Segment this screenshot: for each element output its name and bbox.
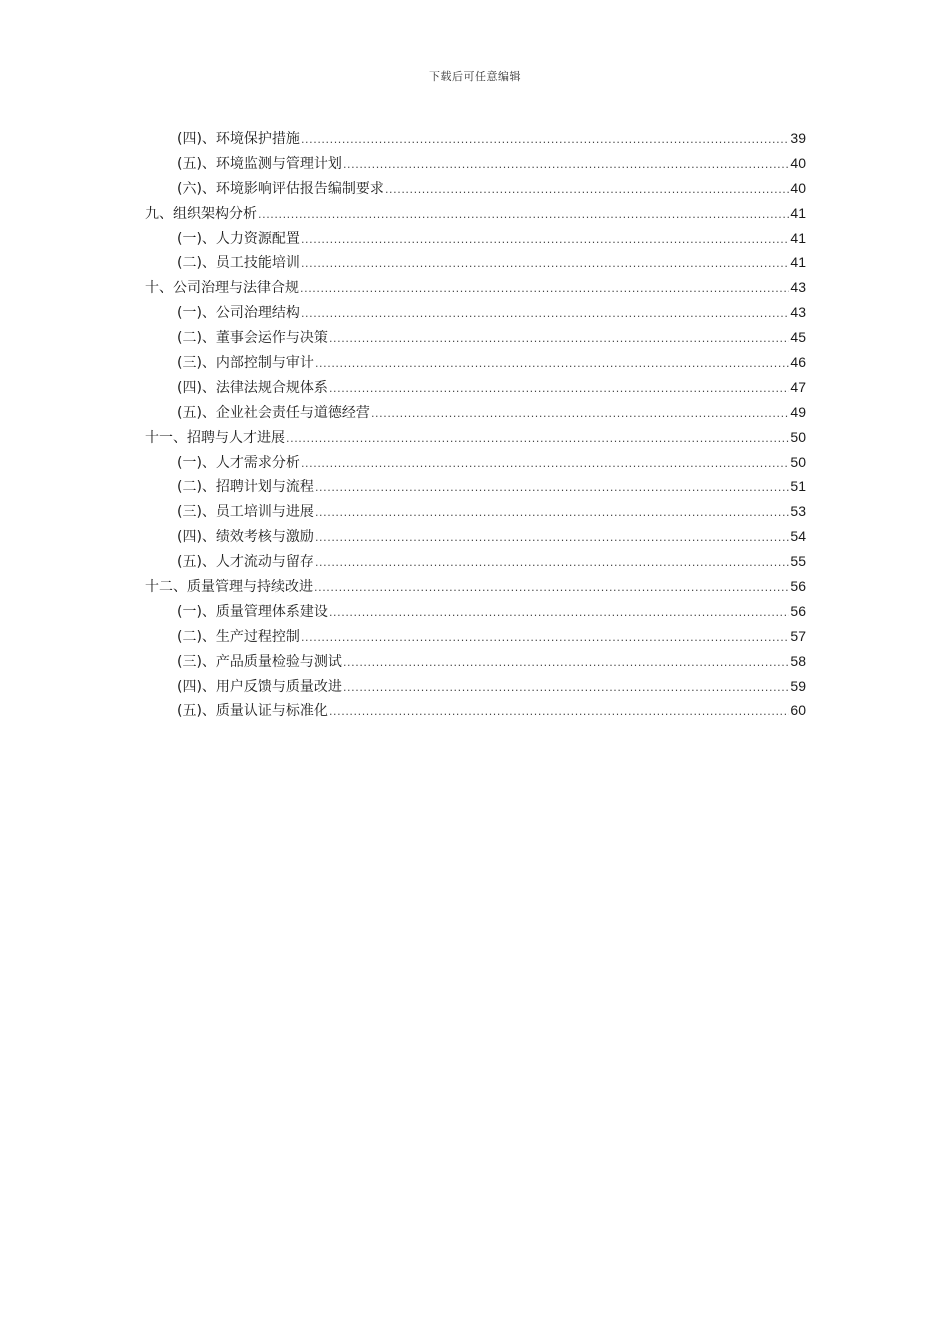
toc-dot-leader — [315, 352, 789, 377]
toc-entry-page: 40 — [790, 179, 806, 196]
toc-entry-title: (三)、员工培训与进展 — [177, 504, 314, 521]
toc-entry-page: 39 — [790, 130, 806, 146]
toc-entry-page: 54 — [790, 528, 806, 545]
toc-entry-title: 十一、招聘与人才进展 — [145, 429, 285, 446]
toc-entry-title: (五)、人才流动与留存 — [177, 554, 314, 571]
toc-entry-title: (五)、企业社会责任与道德经营 — [177, 404, 370, 421]
toc-entry[interactable] — [145, 275, 806, 300]
toc-entry-title: (四)、用户反馈与质量改进 — [177, 678, 342, 695]
toc-entry-title: (一)、人力资源配置 — [177, 230, 300, 247]
toc-dot-leader — [301, 128, 789, 153]
toc-entry[interactable] — [145, 325, 806, 350]
toc-entry-title: 十二、质量管理与持续改进 — [145, 579, 313, 596]
toc-entry-page: 41 — [790, 254, 806, 271]
toc-entry[interactable] — [145, 375, 806, 400]
toc-entry-title: (一)、质量管理体系建设 — [177, 603, 328, 620]
toc-entry[interactable] — [145, 151, 806, 176]
toc-entry-title: (六)、环境影响评估报告编制要求 — [177, 180, 384, 197]
toc-dot-leader — [315, 476, 789, 501]
toc-dot-leader — [258, 203, 789, 228]
toc-entry-title: (一)、人才需求分析 — [177, 454, 300, 471]
toc-entry-page: 53 — [790, 503, 806, 520]
toc-entry-page: 40 — [790, 154, 806, 171]
toc-dot-leader — [315, 551, 789, 576]
toc-dot-leader — [301, 452, 789, 477]
toc-entry[interactable] — [145, 425, 806, 450]
toc-entry-title: (二)、董事会运作与决策 — [177, 330, 328, 347]
toc-entry[interactable] — [145, 176, 806, 201]
toc-dot-leader — [300, 277, 789, 302]
toc-entry-title: (三)、内部控制与审计 — [177, 355, 314, 372]
toc-entry-title: (一)、公司治理结构 — [177, 305, 300, 322]
toc-dot-leader — [314, 576, 789, 601]
toc-dot-leader — [301, 252, 789, 277]
toc-entry-title: (四)、绩效考核与激励 — [177, 529, 314, 546]
toc-entry[interactable] — [145, 300, 806, 325]
toc-dot-leader — [329, 327, 789, 352]
toc-entry-page: 58 — [790, 652, 806, 669]
page-header: 下载后可任意编辑 — [429, 70, 521, 83]
toc-entry-title: (二)、生产过程控制 — [177, 628, 300, 645]
toc-dot-leader — [301, 228, 789, 253]
toc-entry-page: 57 — [790, 627, 806, 644]
toc-entry-title: (二)、招聘计划与流程 — [177, 479, 314, 496]
toc-entry[interactable] — [145, 649, 806, 674]
toc-entry-page: 47 — [790, 378, 806, 395]
toc-entry[interactable] — [145, 226, 806, 251]
toc-entry[interactable] — [145, 350, 806, 375]
toc-entry-title: 九、组织架构分析 — [145, 205, 257, 222]
toc-entry-title: (五)、环境监测与管理计划 — [177, 155, 342, 172]
toc-entry[interactable] — [145, 250, 806, 275]
toc-dot-leader — [329, 601, 789, 626]
toc-entry[interactable] — [145, 549, 806, 574]
toc-entry-page: 50 — [790, 428, 806, 445]
toc-dot-leader — [343, 153, 789, 178]
toc-entry[interactable] — [145, 450, 806, 475]
toc-entry-page: 41 — [790, 229, 806, 246]
toc-entry-title: (四)、法律法规合规体系 — [177, 379, 328, 396]
toc-entry[interactable] — [145, 698, 806, 723]
toc-entry-page: 43 — [790, 279, 806, 296]
toc-entry[interactable] — [145, 201, 806, 226]
toc-entry-title: 十、公司治理与法律合规 — [145, 280, 299, 297]
toc-dot-leader — [286, 427, 789, 452]
toc-dot-leader — [371, 402, 789, 427]
toc-entry[interactable] — [145, 574, 806, 599]
toc-entry-page: 45 — [790, 329, 806, 346]
toc-entry[interactable] — [145, 499, 806, 524]
toc-entry-page: 55 — [790, 553, 806, 570]
toc-dot-leader — [315, 501, 789, 526]
toc-dot-leader — [301, 626, 789, 651]
toc-entry-page: 49 — [790, 403, 806, 420]
toc-entry-page: 41 — [790, 204, 806, 221]
toc-dot-leader — [385, 178, 789, 203]
toc-entry-page: 43 — [790, 304, 806, 321]
toc-entry[interactable] — [145, 599, 806, 624]
toc-dot-leader — [315, 526, 789, 551]
toc-entry-page: 50 — [790, 453, 806, 470]
toc-entry[interactable] — [145, 400, 806, 425]
toc-entry[interactable] — [145, 524, 806, 549]
toc-entry-title: (三)、产品质量检验与测试 — [177, 653, 342, 670]
toc-dot-leader — [301, 302, 789, 327]
toc-entry-page: 59 — [790, 677, 806, 694]
toc-dot-leader — [329, 700, 789, 725]
toc-dot-leader — [343, 651, 789, 676]
toc-entry[interactable] — [145, 126, 806, 151]
toc-dot-leader — [329, 377, 789, 402]
toc-entry-page: 60 — [790, 702, 806, 719]
toc-entry-page: 51 — [790, 478, 806, 495]
toc-entry-title: (四)、环境保护措施 — [177, 131, 300, 147]
toc-dot-leader — [343, 676, 789, 701]
toc-entry[interactable] — [145, 474, 806, 499]
toc-entry-title: (五)、质量认证与标准化 — [177, 703, 328, 720]
toc-entry[interactable] — [145, 674, 806, 699]
toc-entry-page: 56 — [790, 602, 806, 619]
toc-entry-page: 56 — [790, 578, 806, 595]
toc-entry-title: (二)、员工技能培训 — [177, 255, 300, 272]
toc-entry[interactable] — [145, 624, 806, 649]
table-of-contents — [145, 126, 806, 723]
toc-entry-page: 46 — [790, 354, 806, 371]
